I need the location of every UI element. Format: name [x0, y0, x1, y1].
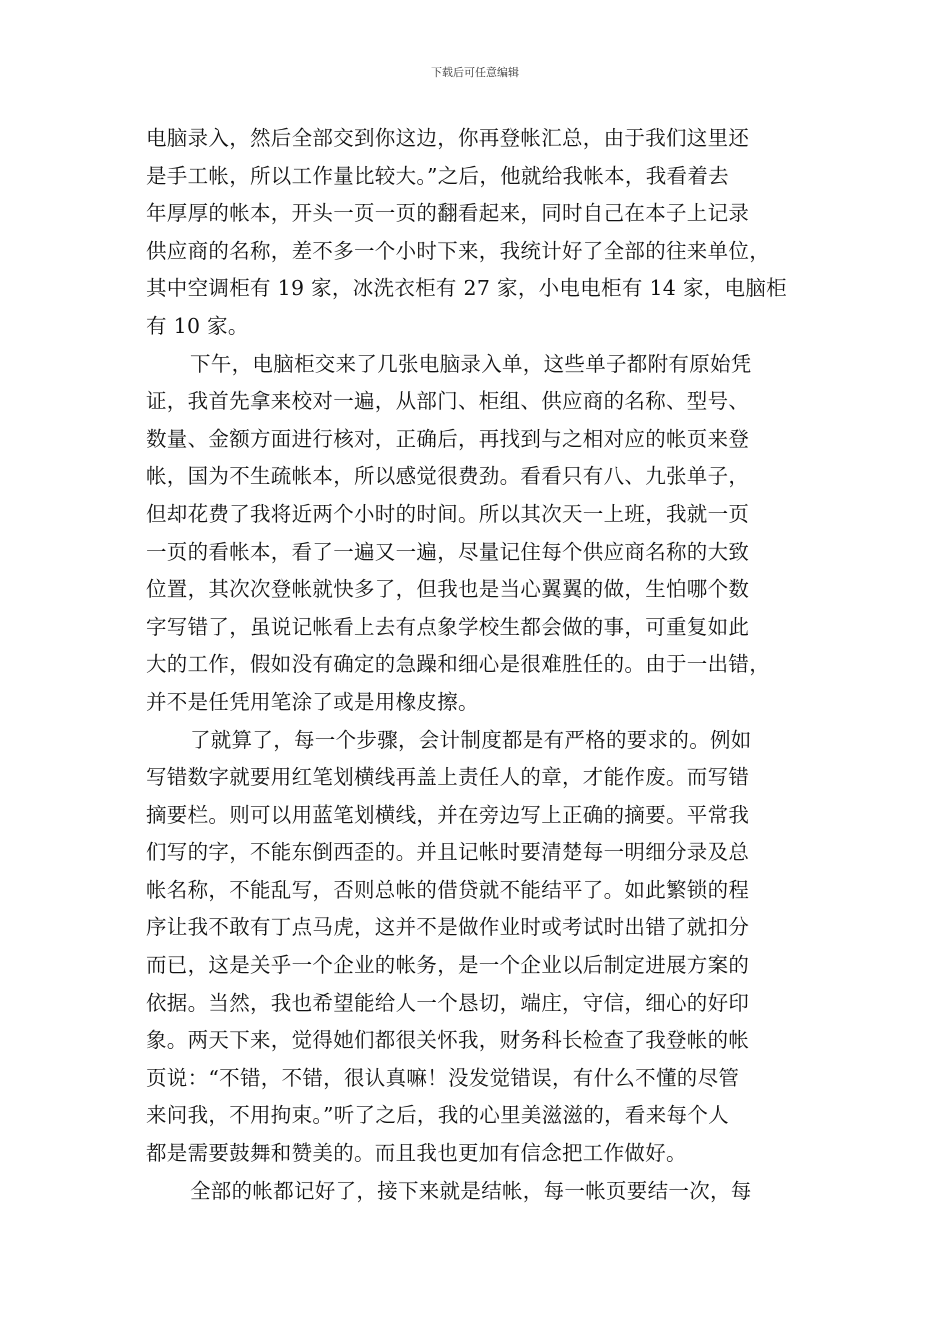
- text-line: 是手工帐，所以工作量比较大。”之后，他就给我帐本，我看着去: [146, 163, 729, 188]
- text-line: 帐名称，不能乱写，否则总帐的借贷就不能结平了。如此繁锁的程: [146, 877, 750, 902]
- text-line: 象。两天下来，觉得她们都很关怀我，财务科长检查了我登帐的帐: [146, 1028, 750, 1053]
- page-header: 下载后可任意编辑: [431, 66, 519, 79]
- text-line: 数量、金额方面进行核对，正确后，再找到与之相对应的帐页来登: [146, 426, 750, 451]
- text-line: 而已，这是关乎一个企业的帐务，是一个企业以后制定进展方案的: [146, 953, 750, 978]
- text-line: 其中空调柜有 19 家，冰洗衣柜有 27 家，小电电柜有 14 家，电脑柜: [146, 276, 787, 301]
- text-line: 一页的看帐本，看了一遍又一遍，尽量记住每个供应商名称的大致: [146, 539, 750, 564]
- text-line: 位置，其次次登帐就快多了，但我也是当心翼翼的做，生怕哪个数: [146, 577, 750, 602]
- text-line: 摘要栏。则可以用蓝笔划横线，并在旁边写上正确的摘要。平常我: [146, 802, 750, 827]
- text-line: 证，我首先拿来校对一遍，从部门、柜组、供应商的名称、型号、: [146, 389, 750, 414]
- paragraph: [146, 722, 806, 1173]
- paragraph: [146, 1173, 806, 1211]
- text-line: 们写的字，不能东倒西歪的。并且记帐时要清楚每一明细分录及总: [146, 840, 750, 865]
- text-line: 页说：“不错，不错，很认真嘛！没发觉错误，有什么不懂的尽管: [146, 1065, 740, 1090]
- text-line: 来问我，不用拘束。”听了之后，我的心里美滋滋的，看来每个人: [146, 1103, 729, 1128]
- text-line: 但却花费了我将近两个小时的时间。所以其次天一上班，我就一页: [146, 501, 750, 526]
- text-line: 了就算了，每一个步骤，会计制度都是有严格的要求的。例如: [190, 727, 752, 752]
- text-line: 下午，电脑柜交来了几张电脑录入单，这些单子都附有原始凭: [190, 351, 752, 376]
- text-line: 依据。当然，我也希望能给人一个恳切，端庄，守信，细心的好印: [146, 990, 750, 1015]
- text-line: 都是需要鼓舞和赞美的。而且我也更加有信念把工作做好。: [146, 1141, 687, 1166]
- text-line: 序让我不敢有丁点马虎，这并不是做作业时或考试时出错了就扣分: [146, 915, 750, 940]
- text-line: 字写错了，虽说记帐看上去有点象学校生都会做的事，可重复如此: [146, 614, 750, 639]
- paragraph: [146, 120, 806, 346]
- text-line: 全部的帐都记好了，接下来就是结帐，每一帐页要结一次，每: [190, 1178, 752, 1203]
- text-line: 写错数字就要用红笔划横线再盖上责任人的章，才能作废。而写错: [146, 765, 750, 790]
- paragraph: [146, 346, 806, 722]
- text-line: 帐，国为不生疏帐本，所以感觉很费劲。看看只有八、九张单子，: [146, 464, 750, 489]
- text-line: 并不是任凭用笔涂了或是用橡皮擦。: [146, 689, 479, 714]
- text-line: 有 10 家。: [146, 313, 249, 338]
- document-body: [146, 120, 806, 1210]
- text-line: 供应商的名称，差不多一个小时下来，我统计好了全部的往来单位，: [146, 238, 770, 263]
- text-line: 电脑录入，然后全部交到你这边，你再登帐汇总，由于我们这里还: [146, 126, 750, 150]
- text-line: 年厚厚的帐本，开头一页一页的翻看起来，同时自己在本子上记录: [146, 201, 750, 226]
- text-line: 大的工作，假如没有确定的急躁和细心是很难胜任的。由于一出错，: [146, 652, 770, 677]
